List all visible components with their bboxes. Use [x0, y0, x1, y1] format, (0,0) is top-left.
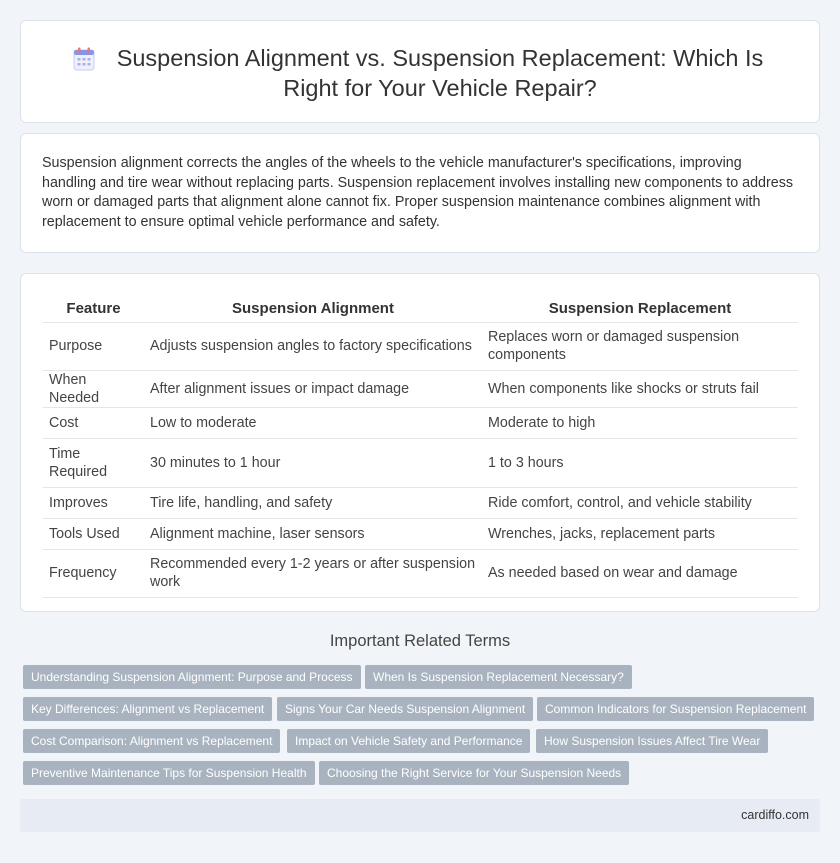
related-tag[interactable]: Choosing the Right Service for Your Suspension Needs — [319, 761, 629, 785]
alignment-cell: Low to moderate — [144, 407, 482, 438]
replacement-cell: When components like shocks or struts fail — [482, 370, 798, 407]
title-card — [20, 20, 820, 123]
table-row — [43, 407, 798, 438]
table-row — [43, 322, 798, 370]
alignment-cell: Tire life, handling, and safety — [144, 487, 482, 518]
related-tag[interactable]: Understanding Suspension Alignment: Purpose and Process — [23, 665, 361, 689]
related-tag[interactable]: Common Indicators for Suspension Replacement — [537, 697, 814, 721]
replacement-cell: 1 to 3 hours — [482, 438, 798, 487]
replacement-cell: As needed based on wear and damage — [482, 549, 798, 597]
related-tag[interactable]: Preventive Maintenance Tips for Suspension Health — [23, 761, 315, 785]
header-replacement: Suspension Replacement — [482, 296, 798, 322]
intro-text: Suspension alignment corrects the angles of the wheels to the vehicle manufacturer's specifications, improving handling and tire wear without replacing parts. Suspension replacement involves installing new components to address worn or damaged parts that alignment alone cannot fix. Proper suspension maintenance combines alignment with replacement to ensure optimal vehicle performance and safety. — [42, 155, 794, 230]
table-row — [43, 549, 798, 597]
table-row — [43, 518, 798, 549]
feature-cell: Tools Used — [43, 518, 144, 549]
alignment-cell: Alignment machine, laser sensors — [144, 518, 482, 549]
table-row — [43, 370, 798, 407]
feature-cell: When Needed — [43, 370, 144, 407]
feature-cell: Purpose — [43, 322, 144, 370]
related-tag[interactable]: Impact on Vehicle Safety and Performance — [287, 729, 530, 753]
replacement-cell: Moderate to high — [482, 407, 798, 438]
header-alignment: Suspension Alignment — [144, 296, 482, 322]
alignment-cell: Recommended every 1-2 years or after suspension work — [144, 549, 482, 597]
related-terms-heading: Important Related Terms — [329, 632, 511, 650]
comparison-card — [20, 273, 820, 612]
feature-cell: Cost — [43, 407, 144, 438]
replacement-cell: Wrenches, jacks, replacement parts — [482, 518, 798, 549]
related-tag[interactable]: Key Differences: Alignment vs Replacement — [23, 697, 272, 721]
comparison-table — [43, 296, 798, 598]
replacement-cell: Ride comfort, control, and vehicle stability — [482, 487, 798, 518]
table-row — [43, 438, 798, 487]
related-tag[interactable]: Cost Comparison: Alignment vs Replacement — [23, 729, 280, 753]
table-header-row — [43, 296, 798, 322]
header-feature: Feature — [43, 296, 144, 322]
related-tag[interactable]: When Is Suspension Replacement Necessary? — [365, 665, 632, 689]
table-row — [43, 487, 798, 518]
feature-cell: Frequency — [43, 549, 144, 597]
intro-card — [20, 133, 820, 253]
alignment-cell: After alignment issues or impact damage — [144, 370, 482, 407]
footer — [20, 799, 820, 832]
footer-site: cardiffo.com — [741, 808, 809, 822]
related-tag[interactable]: Signs Your Car Needs Suspension Alignment — [277, 697, 533, 721]
alignment-cell: Adjusts suspension angles to factory specifications — [144, 322, 482, 370]
replacement-cell: Replaces worn or damaged suspension components — [482, 322, 798, 370]
related-tag[interactable]: How Suspension Issues Affect Tire Wear — [536, 729, 768, 753]
feature-cell: Time Required — [43, 438, 144, 487]
page-title: Suspension Alignment vs. Suspension Replacement: Which Is Right for Your Vehicle Repair? — [116, 45, 764, 101]
alignment-cell: 30 minutes to 1 hour — [144, 438, 482, 487]
feature-cell: Improves — [43, 487, 144, 518]
